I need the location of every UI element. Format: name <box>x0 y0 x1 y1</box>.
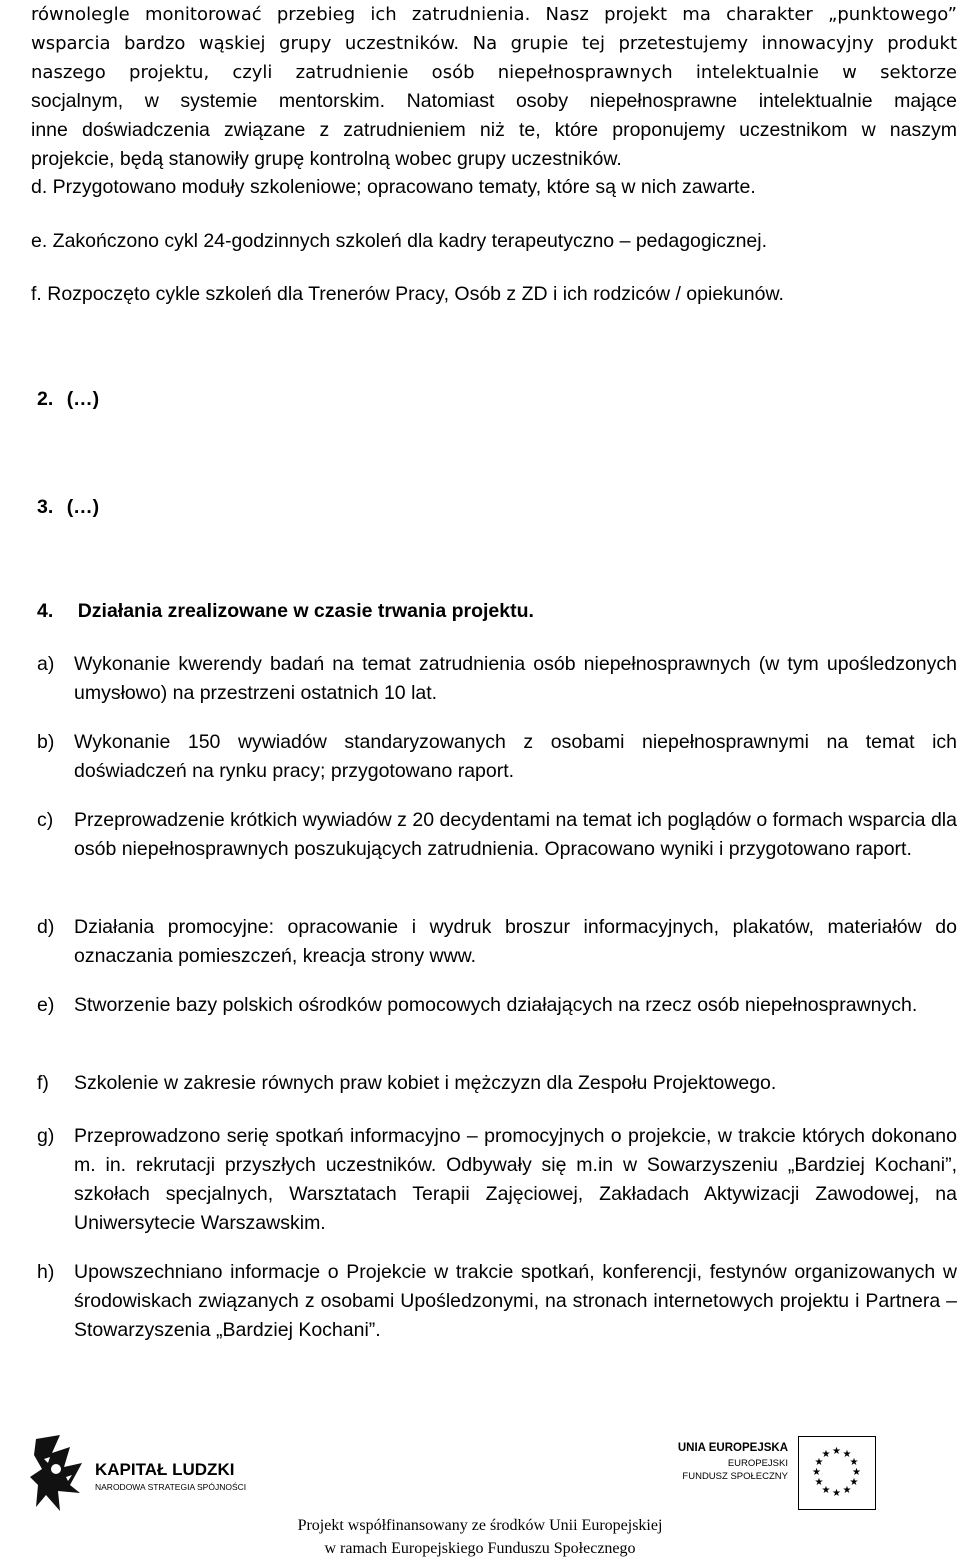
section-3 <box>37 496 99 519</box>
activity-label: a) <box>37 653 55 675</box>
kapital-ludzki-title: KAPITAŁ LUDZKI <box>95 1460 235 1479</box>
activity-item <box>37 1122 957 1238</box>
paragraph-line: naszego projektu, czyli zatrudnienie osób niepełnosprawnych intelektualnie w sektorze <box>31 62 957 83</box>
activity-label: g) <box>37 1125 55 1147</box>
eu-fund-line1: EUROPEJSKI <box>727 1458 788 1469</box>
svg-text:★: ★ <box>842 1485 852 1496</box>
activity-item <box>37 991 957 1020</box>
section-number: 4. <box>37 600 54 622</box>
svg-text:★: ★ <box>852 1467 861 1478</box>
section-text: (…) <box>66 388 100 410</box>
eu-name: UNIA EUROPEJSKA <box>677 1442 788 1454</box>
letter-item-text: e. Zakończono cykl 24-godzinnych szkoleń dla kadry terapeutyczno – pedagogicznej. <box>31 230 768 252</box>
svg-text:★: ★ <box>812 1467 821 1478</box>
activity-text: Przeprowadzono serię spotkań informacyjno – promocyjnych o projekcie, w trakcie których dokonano m. in. rekrutacji przyszłych uczestników. Odbywały się m.in w Sowarzyszeniu „Bardziej Kochani”, szkołach specjalnych, Warsztatach Terapii Zajęciowej, Zakładach Aktywizacji Zawodowej, na Uniwersytecie Warszawskim. <box>74 1125 957 1234</box>
activity-text: Działania promocyjne: opracowanie i wydruk broszur informacyjnych, plakatów, materiałów do oznaczania pomieszczeń, kreacja strony www. <box>74 916 957 967</box>
svg-text:★: ★ <box>832 1446 841 1457</box>
paragraph-line: wsparcia bardzo wąskiej grupy uczestników. Na grupie tej przetestujemy innowacyjny produkt <box>31 33 957 54</box>
svg-text:★: ★ <box>849 1477 859 1488</box>
activity-text: Przeprowadzenie krótkich wywiadów z 20 decydentami na temat ich poglądów o formach wsparcia dla osób niepełnosprawnych poszukujących zatrudnienia. Opracowano wyniki i przygotowano raport. <box>74 809 957 860</box>
activity-label: b) <box>37 731 55 753</box>
kapital-ludzki-logo <box>30 1433 250 1513</box>
activity-label: d) <box>37 916 55 938</box>
kapital-ludzki-subtitle: NARODOWA STRATEGIA SPÓJNOŚCI <box>95 1482 247 1492</box>
section-number: 2. <box>37 388 54 410</box>
paragraph-line: równolegle monitorować przebieg ich zatrudnienia. Nasz projekt ma charakter „punktowego” <box>31 4 957 25</box>
activity-label: c) <box>37 809 54 831</box>
activity-item <box>37 728 957 786</box>
kapital-ludzki-emblem-icon <box>30 1433 86 1513</box>
activity-text: Wykonanie kwerendy badań na temat zatrudnienia osób niepełnosprawnych (w tym upośledzonych umysłowo) na przestrzeni ostatnich 10 lat. <box>74 653 957 704</box>
activity-item <box>37 1069 957 1098</box>
svg-text:★: ★ <box>814 1457 824 1468</box>
activity-item <box>37 1258 957 1345</box>
paragraph-line: projekcie, będą stanowiły grupę kontrolną wobec grupy uczestników. <box>31 148 622 170</box>
footer-line-2: w ramach Europejskiego Funduszu Społecznego <box>324 1540 636 1557</box>
paragraph-line: inne doświadczenia związane z zatrudnieniem niż te, które proponujemy uczestnikom w naszym <box>31 119 957 141</box>
activity-label: h) <box>37 1261 55 1283</box>
svg-text:★: ★ <box>849 1457 859 1468</box>
footer-line-1: Projekt współfinansowany ze środków Unii Europejskiej <box>297 1517 663 1534</box>
section-4-heading <box>37 600 534 623</box>
svg-text:★: ★ <box>842 1449 852 1460</box>
section-text: Działania zrealizowane w czasie trwania projektu. <box>77 600 534 622</box>
eu-flag-icon <box>798 1436 876 1510</box>
letter-item-text: d. Przygotowano moduły szkoleniowe; opracowano tematy, które są w nich zawarte. <box>31 176 756 198</box>
paragraph-line: socjalnym, w systemie mentorskim. Natomiast osoby niepełnosprawne intelektualnie mające <box>31 90 957 112</box>
svg-text:★: ★ <box>832 1488 841 1499</box>
eu-fund-line2: FUNDUSZ SPOŁECZNY <box>682 1471 788 1482</box>
svg-text:★: ★ <box>821 1485 831 1496</box>
activity-text: Upowszechniano informacje o Projekcie w trakcie spotkań, konferencji, festynów organizowanych w środowiskach związanych z osobami Upośledzonymi, na stronach internetowych projektu i Partnera – Stowarzyszenia „Bardziej Kochani”. <box>74 1261 957 1341</box>
activity-label: e) <box>37 994 55 1016</box>
activity-item <box>37 913 957 971</box>
letter-item-text: f. Rozpoczęto cykle szkoleń dla Trenerów Pracy, Osób z ZD i ich rodziców / opiekunów. <box>31 283 784 305</box>
section-2 <box>37 388 99 411</box>
activity-item <box>37 650 957 708</box>
section-text: (…) <box>66 496 100 518</box>
svg-text:★: ★ <box>821 1449 831 1460</box>
activity-text: Wykonanie 150 wywiadów standaryzowanych z osobami niepełnosprawnymi na temat ich doświadczeń na rynku pracy; przygotowano raport. <box>74 731 957 782</box>
activity-text: Szkolenie w zakresie równych praw kobiet i mężczyzn dla Zespołu Projektowego. <box>74 1072 777 1094</box>
svg-text:★: ★ <box>814 1477 824 1488</box>
eu-efs-logo <box>677 1430 880 1515</box>
section-number: 3. <box>37 496 54 518</box>
activity-item <box>37 806 957 864</box>
activity-text: Stworzenie bazy polskich ośrodków pomocowych działających na rzecz osób niepełnosprawnych. <box>74 994 918 1016</box>
activity-label: f) <box>37 1072 49 1094</box>
